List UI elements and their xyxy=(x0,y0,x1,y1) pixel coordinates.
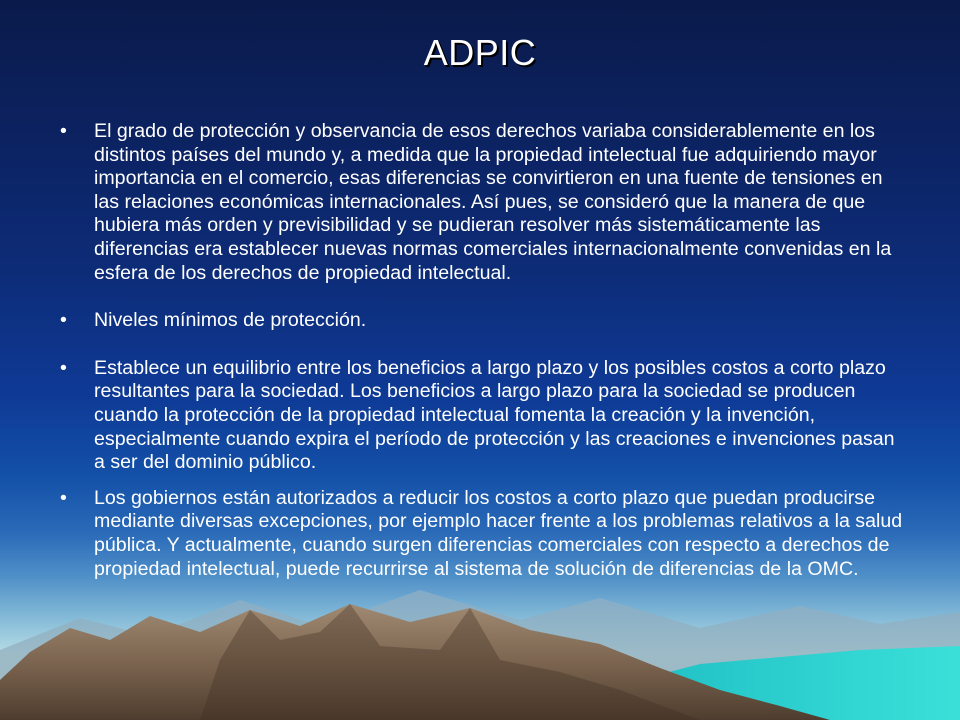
bullet-text: El grado de protección y observancia de esos derechos variaba considerablemente en los distintos países del mundo y, a medida que la propiedad intelectual fue adquiriendo mayor importancia en el comercio, esas diferencias se convirtieron en una fuente de tensiones en las relaciones económicas internacionales. Así pues, se consideró que la manera de que hubiera más orden y previsibilidad y se pudieran resolver más sistemáticamente las diferencias era establecer nuevas normas comerciales internacionalmente convenidas en la esfera de los derechos de propiedad intelectual. xyxy=(94,120,892,284)
bullet-text: Niveles mínimos de protección. xyxy=(94,309,367,332)
slide-title: ADPIC xyxy=(423,32,537,73)
bullet-text: Establece un equilibrio entre los beneficios a largo plazo y los posibles costos a corto plazo resultantes para la sociedad. Los beneficios a largo plazo para la sociedad se producen cuando la protección de la propiedad intelectual fomenta la creación y la invención, especialmente cuando expira el período de protección y las creaciones e invenciones pasan a ser del dominio público. xyxy=(94,356,895,474)
bullet-item xyxy=(60,487,910,581)
bullet-list xyxy=(60,120,910,581)
bullet-item xyxy=(60,309,910,333)
bullet-dot: • xyxy=(60,120,67,142)
bullet-dot: • xyxy=(60,486,67,509)
bullet-item xyxy=(60,357,910,475)
bullet-dot: • xyxy=(60,356,67,379)
bullet-item xyxy=(60,120,910,285)
bullet-dot: • xyxy=(60,309,67,332)
bullet-text: Los gobiernos están autorizados a reducir los costos a corto plazo que puedan producirse mediante diversas excepciones, por ejemplo hacer frente a los problemas relativos a la salud pública. Y actualmente, cuando surgen diferencias comerciales con respecto a derechos de propiedad intelectual, puede recurrirse al sistema de solución de diferencias de la OMC. xyxy=(94,486,903,580)
